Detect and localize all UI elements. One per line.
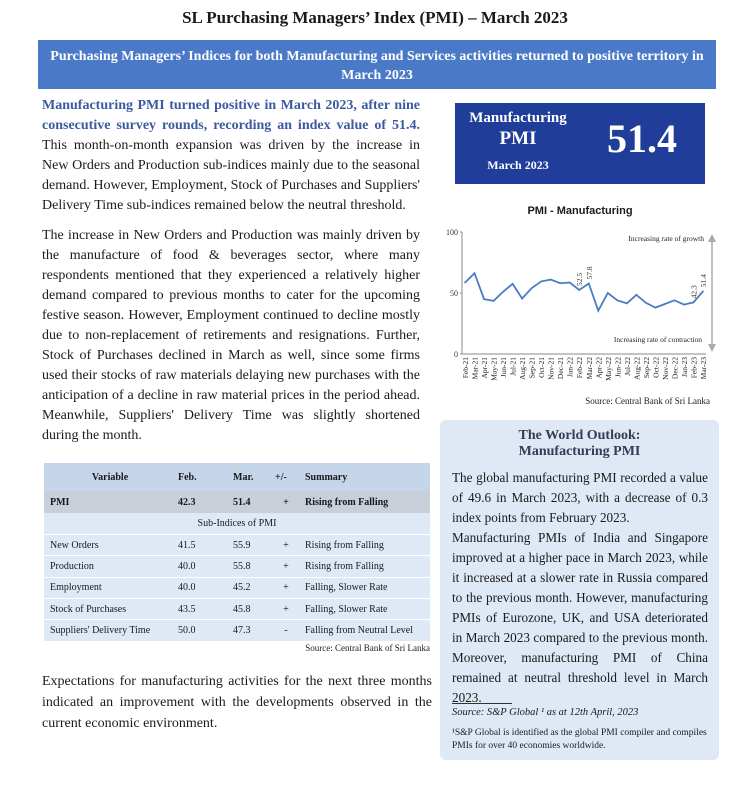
table-cell: Rising from Falling — [301, 491, 430, 513]
col-feb: Feb. — [174, 463, 229, 491]
data-point — [597, 310, 599, 312]
table-cell: 55.8 — [229, 556, 271, 577]
x-tick-label: May-22 — [603, 357, 613, 381]
data-point — [550, 279, 552, 281]
world-outlook-panel — [440, 420, 719, 760]
y-tick-label: 0 — [454, 350, 458, 359]
x-tick-label: Dec-21 — [556, 357, 566, 380]
outlook-source: Source: S&P Global ¹ as at 12th April, 2023 — [452, 707, 639, 718]
data-point — [636, 294, 638, 296]
x-tick-label: Oct-22 — [651, 357, 661, 378]
data-point — [483, 298, 485, 300]
paragraph-1-rest: This month-on-month expansion was driven by the increase in New Orders and Production sub-indices mainly due to the seasonal demand. However, Employment, Stock of Purchases and Suppliers' Delivery Time sub-indices remained below the neutral threshold. — [42, 138, 420, 213]
data-point — [655, 307, 657, 309]
table-cell: Rising from Falling — [301, 556, 430, 577]
data-point — [645, 302, 647, 304]
data-point — [569, 282, 571, 284]
x-tick-label: May-21 — [489, 357, 499, 381]
table-row — [44, 556, 430, 577]
x-tick-label: Nov-22 — [660, 357, 670, 380]
divider — [452, 703, 512, 704]
pmi-table — [44, 463, 430, 641]
sub-indices-heading: Sub-Indices of PMI — [197, 517, 277, 529]
pmi-value-box — [455, 103, 705, 184]
table-cell: 50.0 — [174, 620, 229, 641]
data-point — [702, 290, 704, 292]
table-cell: Employment — [44, 577, 174, 598]
table-cell: + — [271, 534, 301, 555]
y-tick-label: 50 — [450, 289, 458, 298]
table-cell: 40.0 — [174, 556, 229, 577]
pmi-line-chart — [438, 222, 718, 392]
x-tick-label: Mar-21 — [470, 357, 480, 380]
pmi-box-label-2: PMI — [499, 128, 537, 149]
data-point — [664, 303, 666, 305]
chart-title: PMI - Manufacturing — [527, 205, 633, 217]
table-cell: + — [271, 577, 301, 598]
x-tick-label: Nov-21 — [546, 357, 556, 380]
data-point — [588, 283, 590, 285]
arrow-up-head — [708, 234, 716, 242]
x-tick-label: Aug-21 — [518, 357, 528, 380]
x-tick-label: Dec-22 — [670, 357, 680, 380]
table-cell: Falling, Slower Rate — [301, 577, 430, 598]
table-cell: Suppliers' Delivery Time — [44, 620, 174, 641]
col-summary: Summary — [301, 463, 430, 491]
annotation-contraction: Increasing rate of contraction — [613, 335, 702, 344]
outlook-subheading: Manufacturing PMI — [518, 444, 641, 459]
table-cell: 42.3 — [174, 491, 229, 513]
table-cell: Falling from Neutral Level — [301, 620, 430, 641]
chart-source: Source: Central Bank of Sri Lanka — [585, 396, 710, 406]
table-cell: + — [271, 599, 301, 620]
table-cell: Falling, Slower Rate — [301, 599, 430, 620]
data-label: 42.3 — [689, 285, 699, 299]
col-change: +/- — [271, 463, 301, 491]
table-cell: 55.9 — [229, 534, 271, 555]
annotation-growth: Increasing rate of growth — [628, 234, 704, 243]
table-cell: 41.5 — [174, 534, 229, 555]
col-mar: Mar. — [229, 463, 271, 491]
expectations-paragraph: Expectations for manufacturing activities for the next three months indicated an improvement with the developments observed in the current economic environment. — [42, 674, 432, 731]
data-point — [540, 281, 542, 283]
outlook-body — [452, 468, 708, 708]
table-cell: Production — [44, 556, 174, 577]
data-point — [521, 298, 523, 300]
table-cell: 47.3 — [229, 620, 271, 641]
data-point — [578, 289, 580, 291]
table-cell: 40.0 — [174, 577, 229, 598]
x-tick-label: Jul-22 — [622, 357, 632, 376]
data-point — [693, 302, 695, 304]
data-point — [559, 282, 561, 284]
data-point — [607, 292, 609, 294]
data-label: 57.8 — [584, 266, 594, 280]
data-point — [493, 300, 495, 302]
data-label: 51.4 — [699, 274, 708, 288]
x-tick-label: Jan-23 — [679, 357, 689, 377]
table-row — [44, 620, 430, 641]
data-point — [512, 283, 514, 285]
pmi-box-value: 51.4 — [607, 116, 677, 161]
x-tick-label: Jan-22 — [565, 357, 575, 377]
outlook-paragraph-2: Manufacturing PMIs of India and Singapore improved at a higher pace in March 2023, while it increased at a slower rate in Russia compared to the previous month. However, manufacturing PMIs of Eurozone, UK, and USA deteriorated in March 2023 compared to the previous month. Moreover, manufacturing PMI of China remained at neutral threshold level in March 2023. — [452, 530, 708, 705]
x-tick-label: Mar-23 — [699, 357, 708, 380]
x-tick-label: Aug-22 — [632, 357, 642, 380]
x-tick-label: Oct-21 — [537, 357, 547, 378]
x-tick-label: Sep-22 — [641, 357, 651, 379]
data-point — [683, 304, 685, 306]
x-tick-label: Feb-23 — [689, 357, 699, 379]
paragraph-2: The increase in New Orders and Production was mainly driven by the manufacture of food & beverages sector, where many respondents mentioned that they experienced a relatively higher demand compared to previous months to cater for the upcoming festive season. However, Employment continued to decline mostly due to non-replacement of retirements and resignations. Further, Stock of Purchases declined in March as well, since some firms used their stocks of raw materials delaying new purchases with the anticipation of a decline in raw material prices in the period ahead. Meanwhile, Suppliers' Delivery Time was slightly shortened during the month. — [42, 228, 420, 443]
lead-sentence: Manufacturing PMI turned positive in March 2023, after nine consecutive survey rounds, recording an index value of 51.4. — [42, 98, 420, 133]
arrow-down-head — [708, 344, 716, 352]
outlook-footnote: ¹S&P Global is identified as the global PMI compiler and compiles PMIs for over 40 economies worldwide. — [452, 728, 707, 751]
table-cell: New Orders — [44, 534, 174, 555]
data-point — [502, 291, 504, 293]
table-row — [44, 599, 430, 620]
x-tick-label: Jul-21 — [508, 357, 518, 376]
pmi-box-label-1: Manufacturing — [469, 110, 567, 126]
table-cell: PMI — [44, 491, 174, 513]
data-point — [617, 300, 619, 302]
table-cell: - — [271, 620, 301, 641]
x-tick-label: Feb-22 — [575, 357, 585, 379]
data-label: 52.5 — [575, 272, 585, 286]
x-tick-label: Apr-22 — [594, 357, 604, 379]
x-tick-label: Sep-21 — [527, 357, 537, 379]
headline-banner: Purchasing Managers’ Indices for both Manufacturing and Services activities returned to positive territory in March 2023 — [38, 40, 716, 89]
data-point — [626, 303, 628, 305]
table-cell: 45.8 — [229, 599, 271, 620]
table-row-pmi — [44, 491, 430, 513]
outlook-paragraph-1: The global manufacturing PMI recorded a value of 49.6 in March 2023, with a decrease of 0.3 index points from February 2023. — [452, 470, 708, 525]
x-tick-label: Feb-21 — [461, 357, 470, 379]
outlook-heading: The World Outlook: — [518, 428, 641, 443]
y-tick-label: 100 — [446, 228, 458, 237]
table-source: Source: Central Bank of Sri Lanka — [305, 643, 430, 653]
x-tick-label: Mar-22 — [584, 357, 594, 380]
data-point — [531, 287, 533, 289]
data-point — [464, 282, 466, 284]
page-title: SL Purchasing Managers’ Index (PMI) – March 2023 — [182, 8, 568, 27]
table-cell: 45.2 — [229, 577, 271, 598]
table-cell: + — [271, 556, 301, 577]
table-cell: 43.5 — [174, 599, 229, 620]
table-row — [44, 577, 430, 598]
col-variable: Variable — [44, 463, 174, 491]
data-point — [674, 300, 676, 302]
table-cell: Rising from Falling — [301, 534, 430, 555]
x-tick-label: Jun-22 — [613, 357, 623, 378]
x-tick-label: Jun-21 — [499, 357, 509, 378]
table-row — [44, 534, 430, 555]
paragraph-1 — [42, 96, 420, 216]
table-cell: + — [271, 491, 301, 513]
x-tick-label: Apr-21 — [480, 357, 490, 379]
main-text — [42, 96, 420, 456]
table-cell: 51.4 — [229, 491, 271, 513]
pmi-box-month: March 2023 — [487, 158, 549, 172]
table-header-row — [44, 463, 430, 491]
table-cell: Stock of Purchases — [44, 599, 174, 620]
table-subheading-row — [44, 513, 430, 534]
data-point — [474, 272, 476, 274]
